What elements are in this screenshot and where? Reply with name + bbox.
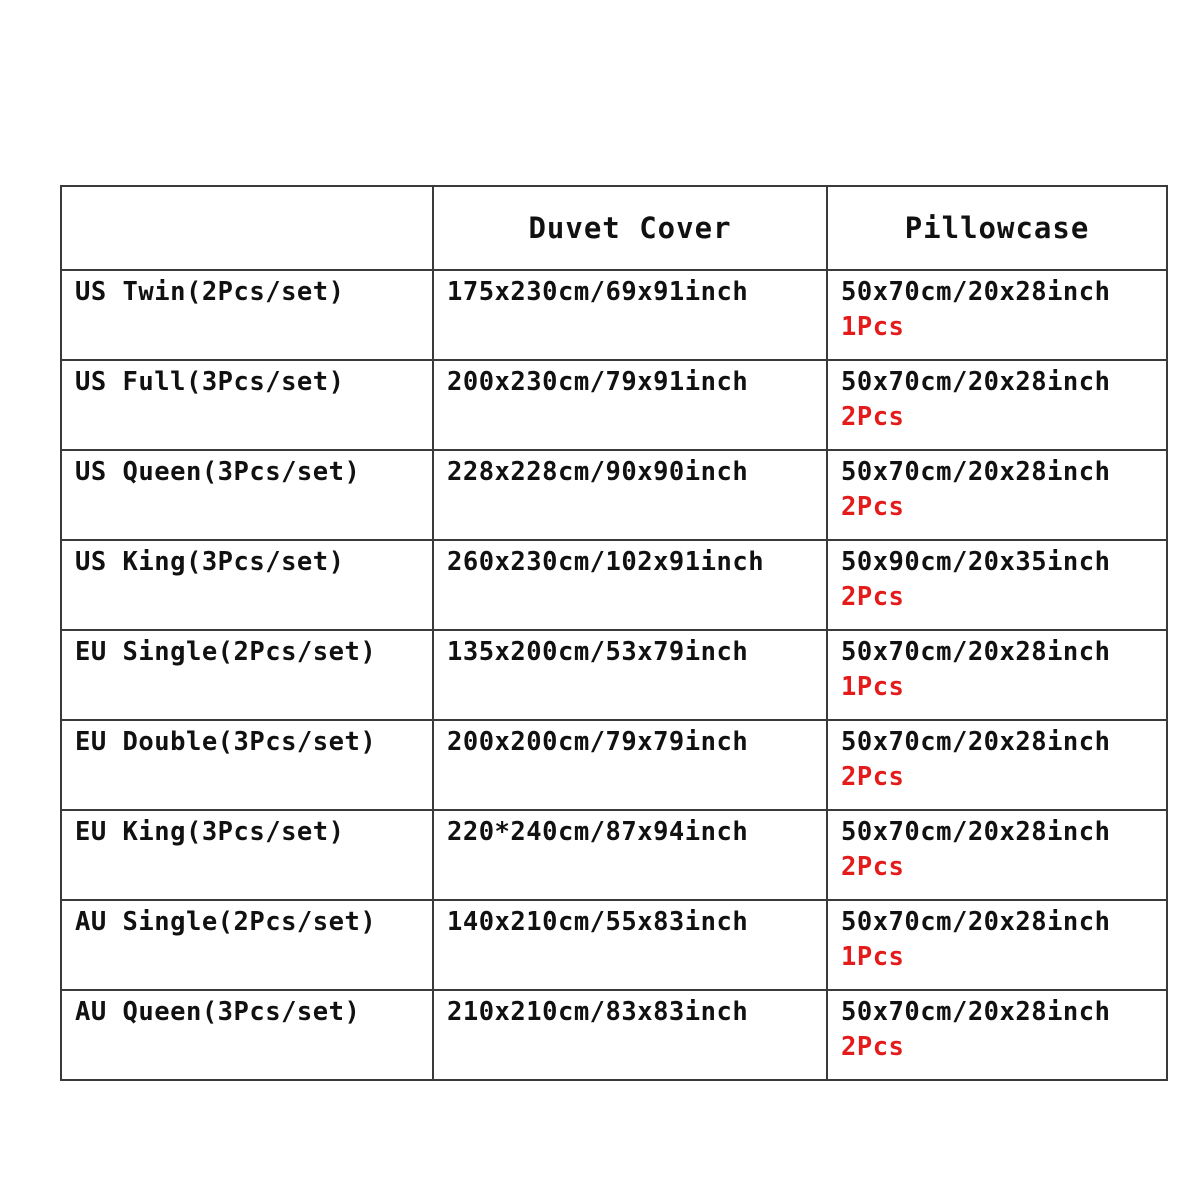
duvet-size-cell: 135x200cm/53x79inch xyxy=(433,630,827,720)
table-row xyxy=(61,900,1167,990)
pillowcase-quantity: 1Pcs xyxy=(841,942,905,972)
table-row xyxy=(61,630,1167,720)
pillowcase-cell xyxy=(827,720,1167,810)
pillowcase-size: 50x70cm/20x28inch xyxy=(841,727,1111,757)
pillowcase-cell xyxy=(827,990,1167,1080)
pillowcase-size: 50x70cm/20x28inch xyxy=(841,277,1111,307)
table-row xyxy=(61,810,1167,900)
pillowcase-size: 50x70cm/20x28inch xyxy=(841,457,1111,487)
size-name-cell: AU Single(2Pcs/set) xyxy=(61,900,433,990)
duvet-size-cell: 220*240cm/87x94inch xyxy=(433,810,827,900)
duvet-size-cell: 140x210cm/55x83inch xyxy=(433,900,827,990)
pillowcase-quantity: 2Pcs xyxy=(841,762,905,792)
header-pillowcase: Pillowcase xyxy=(827,186,1167,270)
pillowcase-size: 50x70cm/20x28inch xyxy=(841,637,1111,667)
header-size xyxy=(61,186,433,270)
pillowcase-quantity: 2Pcs xyxy=(841,402,905,432)
size-name-cell: EU King(3Pcs/set) xyxy=(61,810,433,900)
table-row xyxy=(61,450,1167,540)
size-chart-table xyxy=(60,185,1168,1081)
duvet-size-cell: 175x230cm/69x91inch xyxy=(433,270,827,360)
pillowcase-size: 50x70cm/20x28inch xyxy=(841,367,1111,397)
header-duvet-cover: Duvet Cover xyxy=(433,186,827,270)
pillowcase-cell xyxy=(827,270,1167,360)
pillowcase-quantity: 2Pcs xyxy=(841,1032,905,1062)
size-name-cell: US Queen(3Pcs/set) xyxy=(61,450,433,540)
pillowcase-cell xyxy=(827,630,1167,720)
size-name-cell: AU Queen(3Pcs/set) xyxy=(61,990,433,1080)
size-name-cell: US King(3Pcs/set) xyxy=(61,540,433,630)
table-row xyxy=(61,540,1167,630)
size-name-cell: US Full(3Pcs/set) xyxy=(61,360,433,450)
pillowcase-quantity: 1Pcs xyxy=(841,312,905,342)
duvet-size-cell: 228x228cm/90x90inch xyxy=(433,450,827,540)
size-name-cell: US Twin(2Pcs/set) xyxy=(61,270,433,360)
size-name-cell: EU Double(3Pcs/set) xyxy=(61,720,433,810)
pillowcase-size: 50x70cm/20x28inch xyxy=(841,817,1111,847)
table-row xyxy=(61,360,1167,450)
pillowcase-quantity: 2Pcs xyxy=(841,852,905,882)
pillowcase-size: 50x90cm/20x35inch xyxy=(841,547,1111,577)
header-row xyxy=(61,186,1167,270)
duvet-size-cell: 260x230cm/102x91inch xyxy=(433,540,827,630)
duvet-size-cell: 200x200cm/79x79inch xyxy=(433,720,827,810)
pillowcase-quantity: 2Pcs xyxy=(841,582,905,612)
pillowcase-size: 50x70cm/20x28inch xyxy=(841,997,1111,1027)
pillowcase-cell xyxy=(827,450,1167,540)
pillowcase-size: 50x70cm/20x28inch xyxy=(841,907,1111,937)
table-row xyxy=(61,720,1167,810)
pillowcase-cell xyxy=(827,540,1167,630)
table-row xyxy=(61,270,1167,360)
table-row xyxy=(61,990,1167,1080)
pillowcase-quantity: 2Pcs xyxy=(841,492,905,522)
duvet-size-cell: 200x230cm/79x91inch xyxy=(433,360,827,450)
pillowcase-cell xyxy=(827,900,1167,990)
pillowcase-quantity: 1Pcs xyxy=(841,672,905,702)
pillowcase-cell xyxy=(827,360,1167,450)
duvet-size-cell: 210x210cm/83x83inch xyxy=(433,990,827,1080)
pillowcase-cell xyxy=(827,810,1167,900)
size-name-cell: EU Single(2Pcs/set) xyxy=(61,630,433,720)
